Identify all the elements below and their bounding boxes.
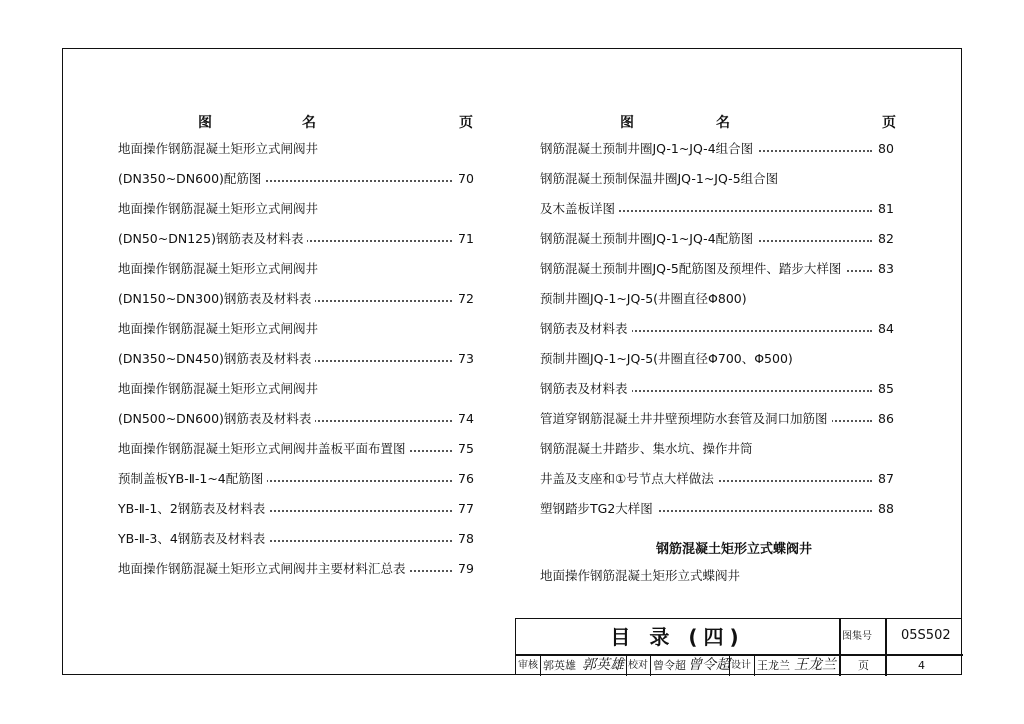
check-signature: 曾令超 bbox=[688, 657, 730, 673]
toc-entry-title: 钢筋混凝土预制保温井圈JQ-1~JQ-5组合图 bbox=[540, 168, 782, 190]
toc-entry-title: 钢筋表及材料表 bbox=[540, 378, 632, 400]
toc-entry-page: 76 bbox=[458, 471, 474, 486]
toc-entry-title: (DN50~DN125)钢筋表及材料表 bbox=[118, 228, 307, 250]
toc-entry-title: (DN500~DN600)钢筋表及材料表 bbox=[118, 408, 315, 430]
toc-entry bbox=[118, 288, 478, 310]
toc-entry bbox=[118, 528, 478, 550]
review-label: 审核 bbox=[518, 660, 538, 671]
toc-entry bbox=[118, 138, 478, 160]
review-name: 郭英雄 bbox=[543, 659, 576, 672]
toc-entry-page: 88 bbox=[878, 501, 894, 516]
toc-entry-title: 地面操作钢筋混凝土矩形立式闸阀井盖板平面布置图 bbox=[118, 438, 410, 460]
toc-entry bbox=[540, 258, 900, 280]
toc-entry-page: 73 bbox=[458, 351, 474, 366]
page-number: 4 bbox=[918, 659, 925, 672]
toc-entry-title: (DN350~DN450)钢筋表及材料表 bbox=[118, 348, 315, 370]
review-signature: 郭英雄 bbox=[582, 657, 624, 673]
toc-entry-page: 79 bbox=[458, 561, 474, 576]
toc-entry bbox=[118, 378, 478, 400]
toc-entry-title: 预制盖板YB-Ⅱ-1~4配筋图 bbox=[118, 468, 267, 490]
check-name: 曾令超 bbox=[653, 659, 686, 672]
toc-entry-page: 72 bbox=[458, 291, 474, 306]
toc-entry-title: (DN150~DN300)钢筋表及材料表 bbox=[118, 288, 315, 310]
toc-entry bbox=[118, 408, 478, 430]
toc-entry bbox=[118, 168, 478, 190]
toc-entry bbox=[118, 228, 478, 250]
toc-entry bbox=[118, 558, 478, 580]
title-block bbox=[515, 618, 962, 675]
section-subtitle bbox=[540, 565, 890, 587]
page-label: 页 bbox=[858, 659, 869, 672]
toc-entry bbox=[540, 348, 900, 370]
toc-entry-title: 及木盖板详图 bbox=[540, 198, 619, 220]
toc-entry-page: 83 bbox=[878, 261, 894, 276]
toc-entry-title: 钢筋表及材料表 bbox=[540, 318, 632, 340]
toc-entry bbox=[540, 468, 900, 490]
right-header-tu: 图 bbox=[620, 115, 634, 131]
toc-entry bbox=[118, 258, 478, 280]
atlas-label: 图集号 bbox=[842, 631, 872, 642]
section-title: 钢筋混凝土矩形立式蝶阀井 bbox=[656, 542, 813, 557]
check-label: 校对 bbox=[628, 660, 648, 671]
toc-entry-title: 地面操作钢筋混凝土矩形立式闸阀井 bbox=[118, 318, 322, 340]
toc-entry bbox=[118, 318, 478, 340]
toc-entry bbox=[540, 378, 900, 400]
toc-entry-title: YB-Ⅱ-1、2钢筋表及材料表 bbox=[118, 498, 269, 520]
design-name: 王龙兰 bbox=[757, 659, 790, 672]
design-signature: 王龙兰 bbox=[794, 657, 836, 673]
toc-entry bbox=[540, 498, 900, 520]
catalog-title: 目 录 (四) bbox=[610, 625, 745, 649]
toc-entry bbox=[540, 198, 900, 220]
toc-entry-title: 管道穿钢筋混凝土井井壁预埋防水套管及洞口加筋图 bbox=[540, 408, 832, 430]
toc-entry-title: 地面操作钢筋混凝土矩形立式闸阀井 bbox=[118, 378, 322, 400]
toc-entry-page: 81 bbox=[878, 201, 894, 216]
toc-entry-title: 钢筋混凝土预制井圈JQ-1~JQ-4配筋图 bbox=[540, 228, 757, 250]
toc-entry-title: 地面操作钢筋混凝土矩形立式闸阀井主要材料汇总表 bbox=[118, 558, 410, 580]
left-header-ming: 名 bbox=[302, 115, 316, 131]
left-header-tu: 图 bbox=[198, 115, 212, 131]
toc-entry-page: 77 bbox=[458, 501, 474, 516]
toc-entry-page: 87 bbox=[878, 471, 894, 486]
toc-entry-title: YB-Ⅱ-3、4钢筋表及材料表 bbox=[118, 528, 269, 550]
toc-entry-title: 钢筋混凝土预制井圈JQ-1~JQ-4组合图 bbox=[540, 138, 757, 160]
toc-entry-page: 85 bbox=[878, 381, 894, 396]
toc-entry-title: 地面操作钢筋混凝土矩形立式闸阀井 bbox=[118, 258, 322, 280]
toc-entry-page: 86 bbox=[878, 411, 894, 426]
toc-entry-page: 80 bbox=[878, 141, 894, 156]
toc-entry-page: 71 bbox=[458, 231, 474, 246]
toc-entry bbox=[540, 168, 900, 190]
design-label: 设计 bbox=[731, 660, 751, 671]
toc-entry-page: 75 bbox=[458, 441, 474, 456]
toc-entry bbox=[540, 138, 900, 160]
atlas-number: 05S502 bbox=[901, 628, 951, 643]
toc-entry bbox=[118, 348, 478, 370]
toc-entry-title: 地面操作钢筋混凝土矩形立式闸阀井 bbox=[118, 198, 322, 220]
right-header-ye: 页 bbox=[882, 115, 896, 131]
toc-entry bbox=[540, 408, 900, 430]
toc-entry bbox=[118, 468, 478, 490]
toc-entry bbox=[540, 288, 900, 310]
toc-entry-page: 70 bbox=[458, 171, 474, 186]
section-subtitle-text: 地面操作钢筋混凝土矩形立式蝶阀井 bbox=[540, 565, 744, 587]
toc-entry bbox=[540, 318, 900, 340]
toc-entry bbox=[118, 438, 478, 460]
toc-entry-title: 钢筋混凝土井踏步、集水坑、操作井筒 bbox=[540, 438, 757, 460]
toc-entry-title: 预制井圈JQ-1~JQ-5(井圈直径Φ700、Φ500) bbox=[540, 348, 797, 370]
left-header-ye: 页 bbox=[459, 115, 473, 131]
toc-entry-title: (DN350~DN600)配筋图 bbox=[118, 168, 265, 190]
toc-entry-title: 地面操作钢筋混凝土矩形立式闸阀井 bbox=[118, 138, 322, 160]
toc-entry-page: 82 bbox=[878, 231, 894, 246]
toc-entry-title: 井盖及支座和①号节点大样做法 bbox=[540, 468, 718, 490]
toc-entry-title: 预制井圈JQ-1~JQ-5(井圈直径Φ800) bbox=[540, 288, 751, 310]
toc-entry bbox=[118, 198, 478, 220]
toc-entry-title: 塑钢踏步TG2大样图 bbox=[540, 498, 657, 520]
toc-entry-page: 74 bbox=[458, 411, 474, 426]
toc-entry-title: 钢筋混凝土预制井圈JQ-5配筋图及预埋件、踏步大样图 bbox=[540, 258, 845, 280]
toc-entry bbox=[540, 228, 900, 250]
toc-entry-page: 84 bbox=[878, 321, 894, 336]
toc-entry-page: 78 bbox=[458, 531, 474, 546]
right-header-ming: 名 bbox=[716, 115, 730, 131]
toc-entry bbox=[118, 498, 478, 520]
toc-entry bbox=[540, 438, 900, 460]
